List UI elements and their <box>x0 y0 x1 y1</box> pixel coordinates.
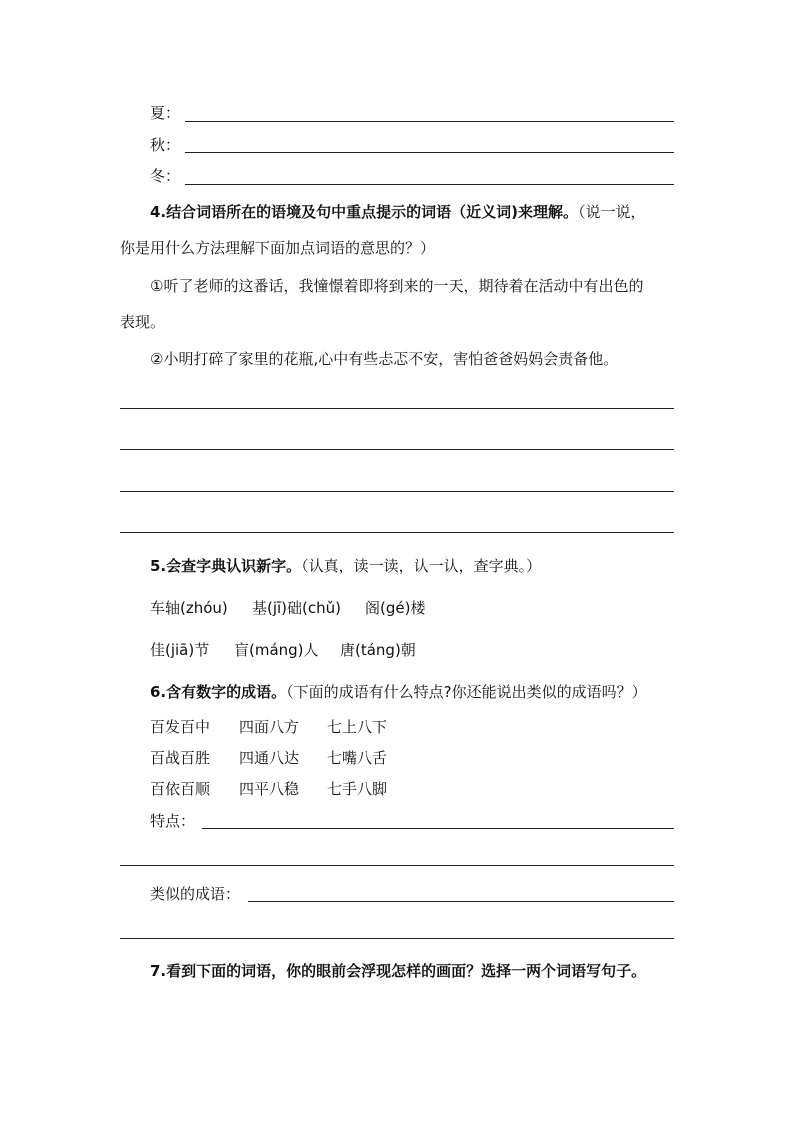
q5-heading <box>150 555 541 576</box>
q6-idiom-row-2 <box>150 747 387 768</box>
q6-heading <box>150 681 647 702</box>
q4-answer-line-3[interactable] <box>120 491 674 492</box>
q4-note-a: （说一说， <box>578 203 646 221</box>
q5-title: 5.会查字典认识新字。 <box>150 557 302 575</box>
q4-heading <box>150 201 646 222</box>
q4-answer-line-2[interactable] <box>120 449 674 450</box>
q4-answer-line-1[interactable] <box>120 408 674 409</box>
season-label-winter: 冬： <box>150 167 181 185</box>
q6-note: （下面的成语有什么特点?你还能说出类似的成语吗？） <box>286 683 647 701</box>
season-label-autumn: 秋： <box>150 136 181 154</box>
q4-title: 4.结合词语所在的语境及句中重点提示的词语（近义词)来理解。 <box>150 203 578 221</box>
q6-similar-label: 类似的成语： <box>150 885 241 903</box>
q6-feature-label: 特点： <box>150 812 196 830</box>
q6-idiom: 百发百中 <box>150 718 211 736</box>
q6-idiom: 七上八下 <box>327 718 388 736</box>
q7-title: 7.看到下面的词语，你的眼前会浮现怎样的画面？选择一两个词语写句子。 <box>150 962 647 980</box>
q6-idiom: 七嘴八舌 <box>327 749 388 767</box>
season-label-summer: 夏： <box>150 104 181 122</box>
q5-note: （认真，读一读，认一认，查字典。） <box>301 557 542 575</box>
q6-feature-line-2[interactable] <box>120 865 674 866</box>
q4-note-b: 你是用什么方法理解下面加点词语的意思的？） <box>120 239 436 257</box>
q4-answer-line-4[interactable] <box>120 532 674 533</box>
q5-word-row-1 <box>150 597 425 618</box>
q6-idiom: 七手八脚 <box>327 780 388 798</box>
q6-similar-line-2[interactable] <box>120 938 674 939</box>
q5-word: 阁(gé)楼 <box>365 599 426 617</box>
q6-title: 6.含有数字的成语。 <box>150 683 287 701</box>
q5-word: 车轴(zhóu) <box>150 599 228 617</box>
q4-sentence-2: ②小明打碎了家里的花瓶,心中有些忐忑不安，害怕爸爸妈妈会责备他。 <box>150 350 619 368</box>
q4-sentence-1b: 表现。 <box>120 313 166 331</box>
q5-word-row-2 <box>150 639 416 660</box>
q5-word: 基(jī)础(chǔ) <box>252 599 342 617</box>
q6-idiom: 四面八方 <box>239 718 300 736</box>
q6-feature-line[interactable] <box>202 828 674 829</box>
q5-word: 佳(jiā)节 <box>150 641 210 659</box>
q5-word: 唐(táng)朝 <box>340 641 416 659</box>
q6-idiom: 四通八达 <box>239 749 300 767</box>
q6-idiom: 百战百胜 <box>150 749 211 767</box>
answer-line-winter[interactable] <box>185 184 674 185</box>
answer-line-summer[interactable] <box>185 121 674 122</box>
q5-word: 盲(máng)人 <box>234 641 319 659</box>
q6-idiom-row-1 <box>150 716 387 737</box>
q6-idiom: 百依百顺 <box>150 780 211 798</box>
q6-similar-line[interactable] <box>248 901 674 902</box>
q6-idiom: 四平八稳 <box>239 780 300 798</box>
answer-line-autumn[interactable] <box>185 152 674 153</box>
q4-sentence-1a: ①听了老师的这番话，我憧憬着即将到来的一天，期待着在活动中有出色的 <box>150 277 644 295</box>
q6-idiom-row-3 <box>150 778 387 799</box>
